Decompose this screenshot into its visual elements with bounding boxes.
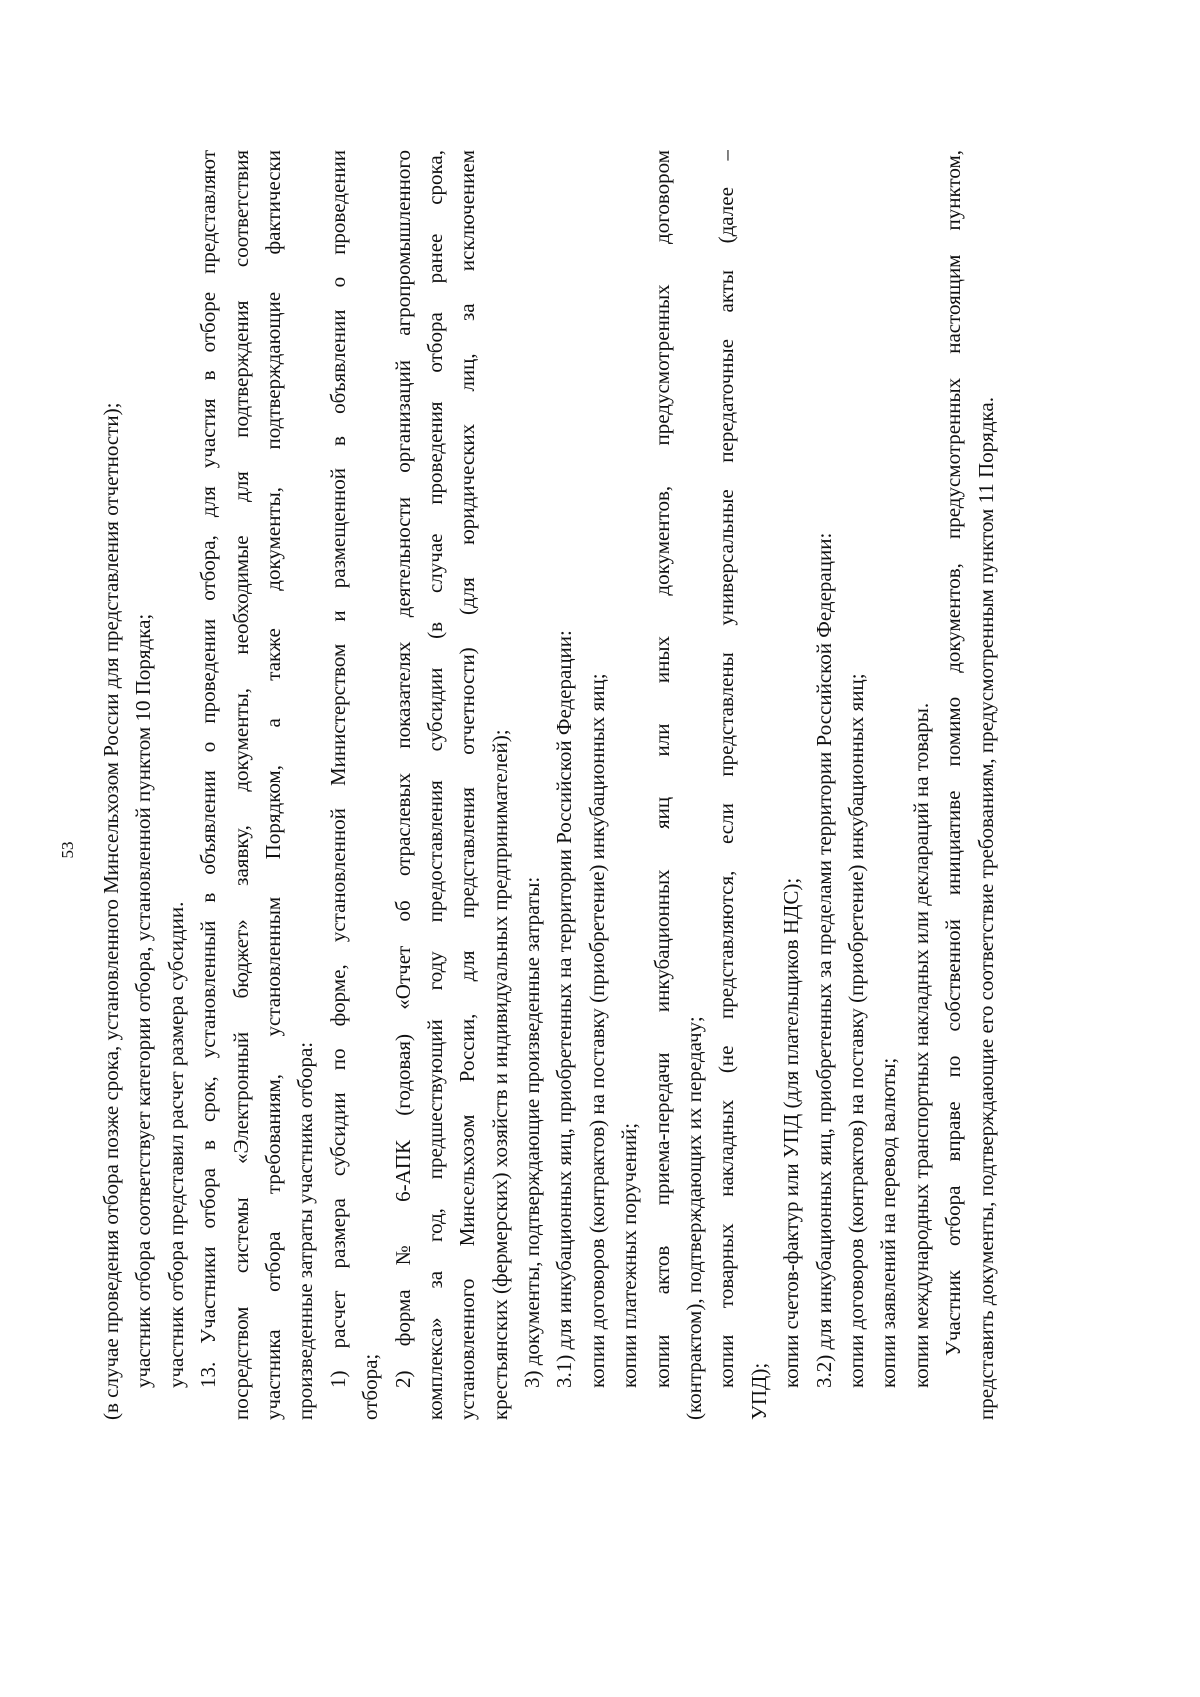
text-line: участника отбора требованиям, установленным Порядком, а также документы, подтверждающие фактически (260, 150, 285, 1420)
text-line: посредством системы «Электронный бюджет» заявку, документы, необходимые для подтверждения соответствия (228, 150, 253, 1420)
text-line: копии товарных накладных (не представляются, если представлены универсальные передаточные акты (далее – (714, 150, 739, 1388)
text-line: (в случае проведения отбора позже срока, установленного Минсельхозом России для представления отчетности); (99, 402, 123, 1420)
text-line: УПД); (746, 1362, 771, 1420)
text-line: копии актов приема-передачи инкубационных яиц или иных документов, предусмотренных договором (649, 150, 674, 1388)
text-line: произведенные затраты участника отбора: (293, 1041, 318, 1420)
document-text-rotated (95, 150, 998, 1420)
text-line: копии международных транспортных накладных или деклараций на товары. (908, 702, 933, 1388)
text-line: комплекса» за год, предшествующий году предоставления субсидии (в случае проведения отбора ранее срока, (422, 150, 447, 1420)
text-line: крестьянских (фермерских) хозяйств и индивидуальных предпринимателей); (487, 729, 512, 1420)
text-line: копии платежных поручений; (617, 1122, 642, 1388)
text-line: Участник отбора вправе по собственной инициативе помимо документов, предусмотренных настоящим пунктом, (941, 150, 966, 1356)
page-number: 53 (58, 841, 77, 859)
text-line: установленного Минсельхозом России, для представления отчетности) (для юридических лиц, за исключением (455, 150, 480, 1420)
text-line: 13. Участники отбора в срок, установленный в объявлении о проведении отбора, для участия в отборе представляют (196, 150, 221, 1388)
text-line: представить документы, подтверждающие его соответствие требованиям, предусмотренным пунктом 11 Порядка. (973, 397, 998, 1420)
text-line: отбора; (358, 1353, 383, 1420)
text-line: 3) документы, подтверждающие произведенные затраты: (520, 876, 545, 1388)
text-line: копии договоров (контрактов) на поставку (приобретение) инкубационных яиц; (843, 673, 868, 1388)
document-body (95, 150, 1200, 1420)
text-line: 3.1) для инкубационных яиц, приобретенных на территории Российской Федерации: (552, 630, 577, 1388)
text-line: 1) расчет размера субсидии по форме, установленной Министерством и размещенной в объявлении о проведении (325, 150, 350, 1388)
text-line: 2) форма № 6-АПК (годовая) «Отчет об отраслевых показателях деятельности организаций агропромышленного (390, 150, 415, 1388)
text-line: (контрактом), подтверждающих их передачу; (682, 1016, 707, 1420)
text-line: участник отбора представил расчет размера субсидии. (163, 901, 188, 1388)
text-line: копии договоров (контрактов) на поставку (приобретение) инкубационных яиц; (584, 673, 609, 1388)
text-line: копии заявлений на перевод валюты; (876, 1057, 901, 1388)
text-line: участник отбора соответствует категории отбора, установленной пунктом 10 Порядка; (131, 613, 156, 1388)
text-line: 3.2) для инкубационных яиц, приобретенных за пределами территории Российской Федерации: (811, 532, 836, 1388)
text-line: копии счетов-фактур или УПД (для плательщиков НДС); (779, 877, 804, 1388)
